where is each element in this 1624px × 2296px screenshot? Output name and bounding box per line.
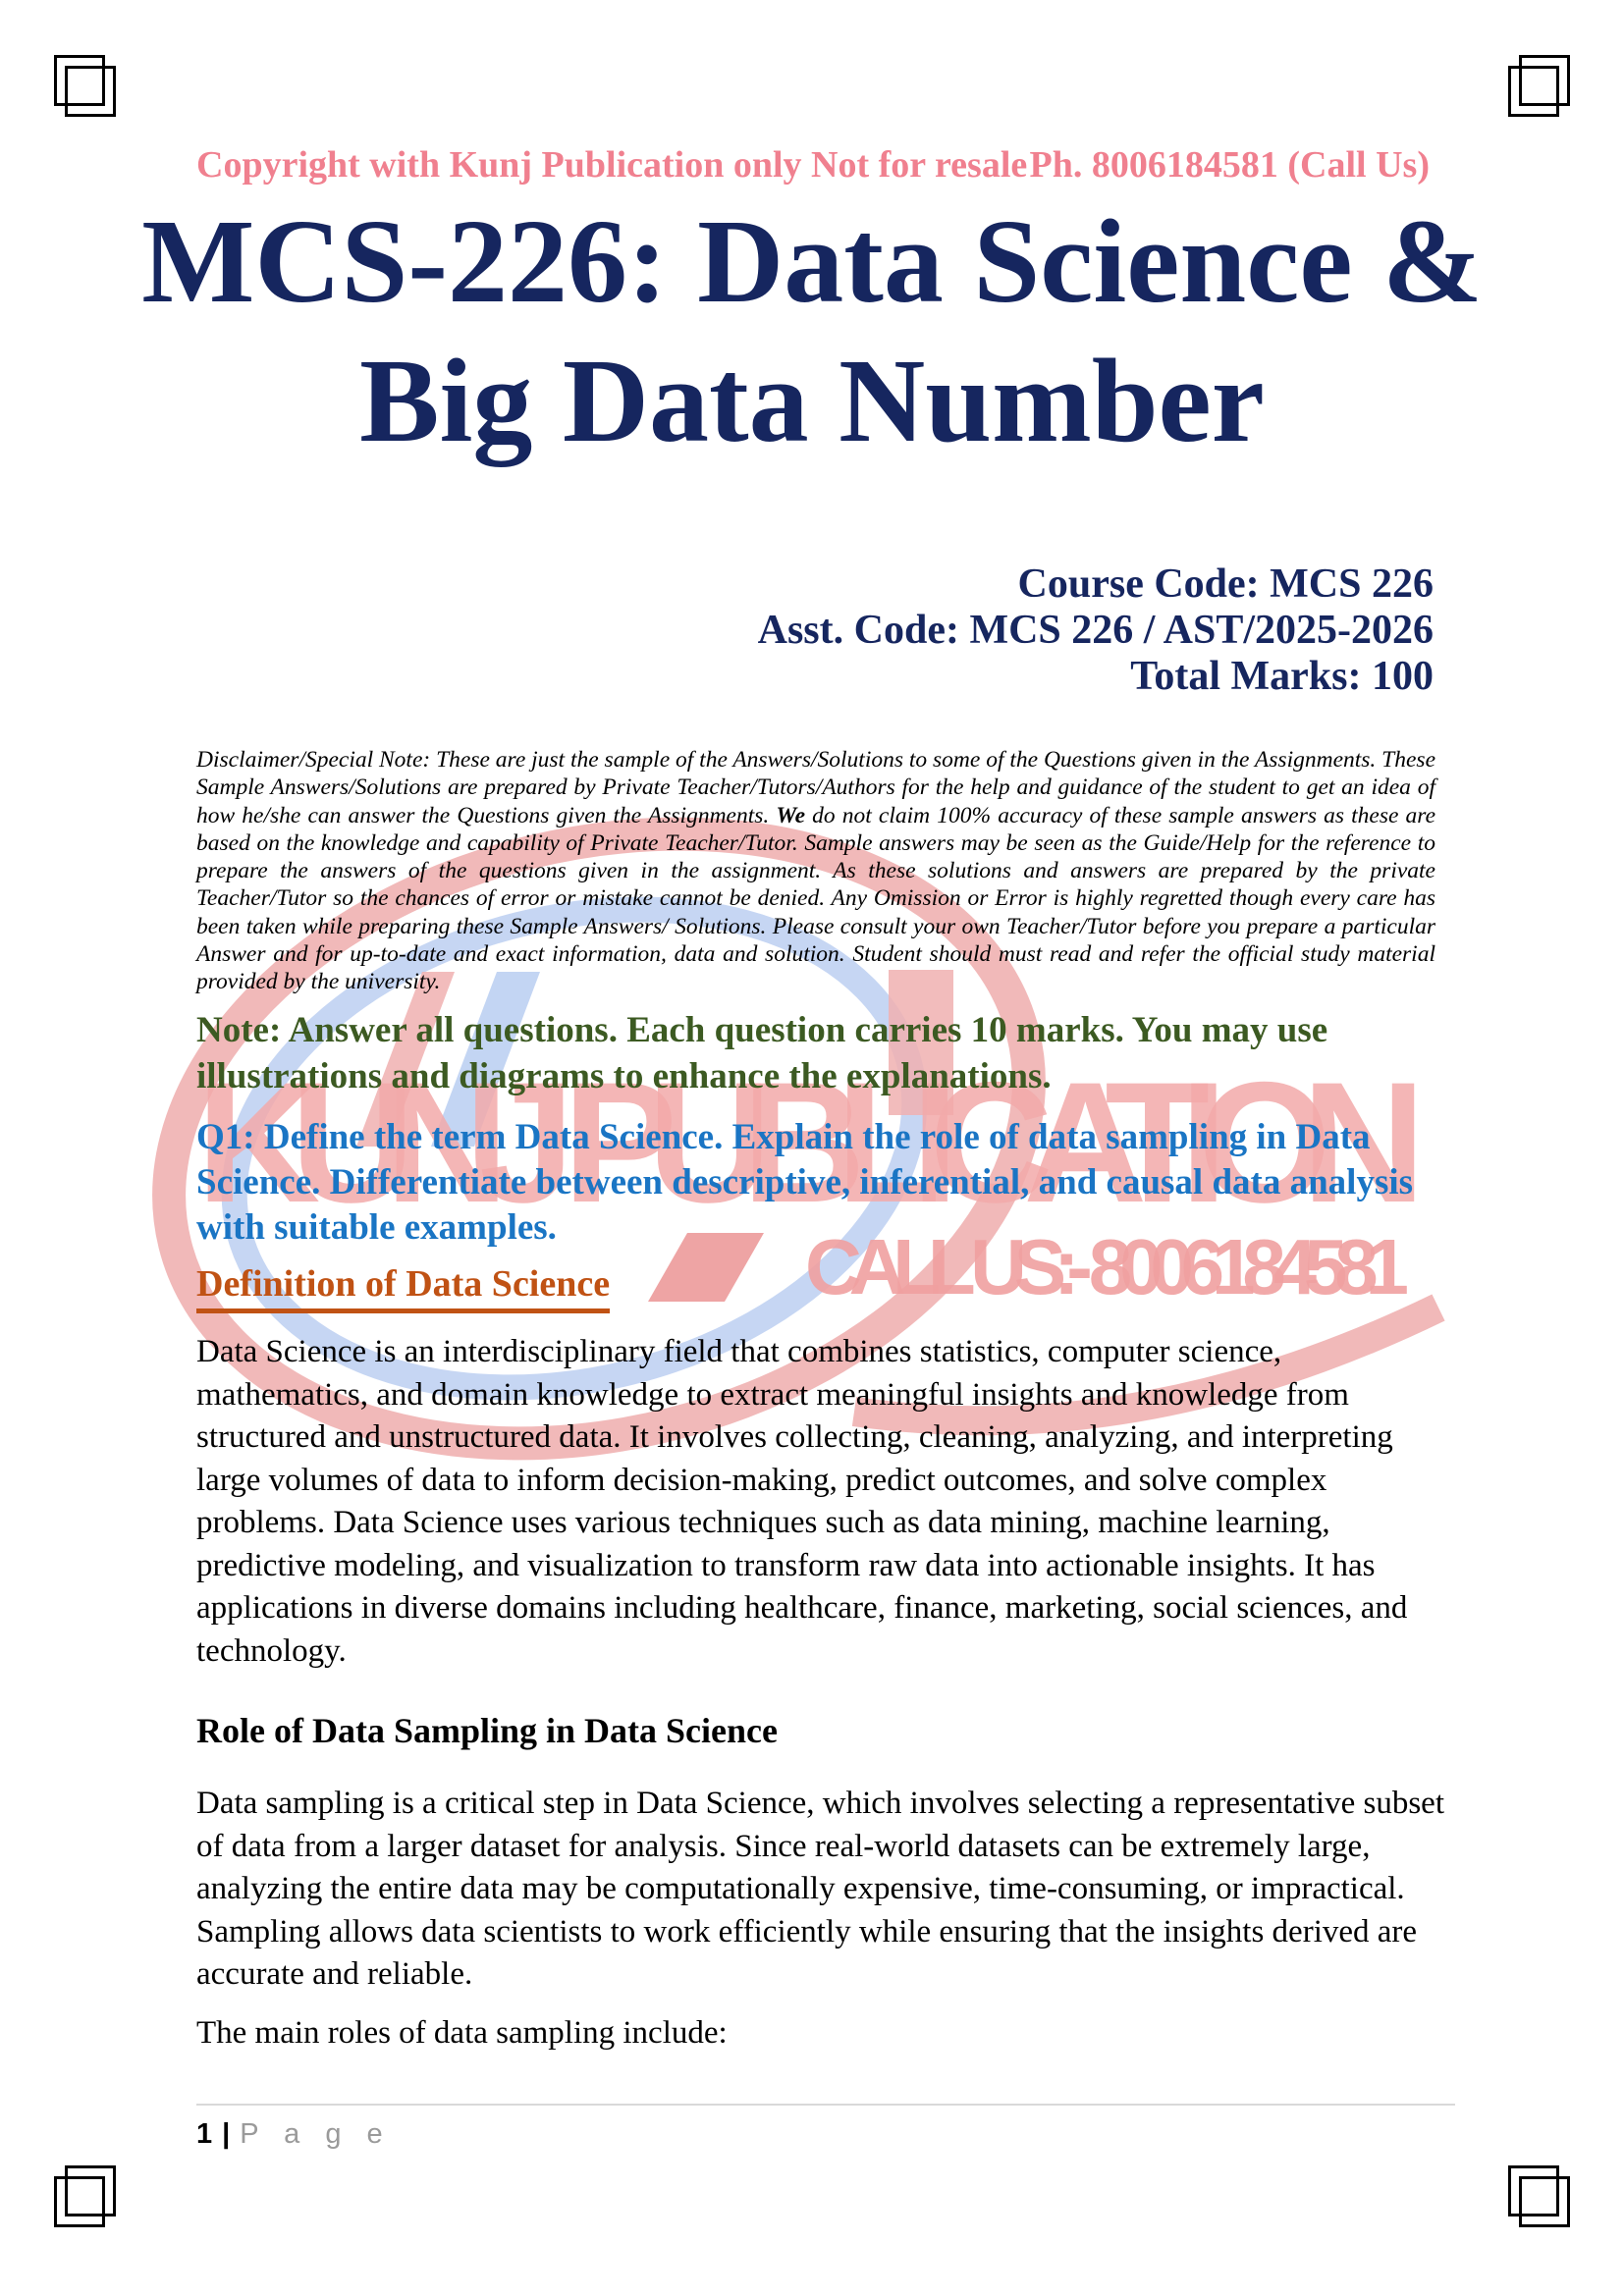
title-line-1: MCS-226: Data Science & [141,195,1483,328]
disclaimer-paragraph [196,746,1435,996]
footer-divider [196,2104,1455,2106]
course-info-block [196,561,1434,700]
copyright-text: Copyright with Kunj Publication only Not for resale [196,144,1028,186]
phone-text: Ph. 8006184581 (Call Us) [1029,144,1430,186]
note-paragraph: Note: Answer all questions. Each question carries 10 marks. You may use illustrations and diagrams to enhance the explanations. [196,1010,1328,1096]
role-heading: Role of Data Sampling in Data Science [196,1711,778,1750]
role-body-paragraph: Data sampling is a critical step in Data Science, which involves selecting a representative subset of data from a larger dataset for analysis. Since real-world datasets can be extremely large, analyzing the entire data may be computationally expensive, time-consuming, or impractical. Sampling allows data scientists to work efficiently while ensuring that the insights derived are accurate and reliable. [196,1786,1444,1992]
disclaimer-bold-we: We [776,802,806,828]
watermark-phone-text: CALL US:- 8006184581 [805,1223,1409,1310]
copyright-line [196,143,1430,187]
disclaimer-part2: do not claim 100% accuracy of these sample answers as these are based on the knowledge and capability of Private Teacher/Tutor. Sample answers may be seen as the Guide/Help for the reference to prepare the answers of the questions given in the assignment. As these solutions and answers are prepared by the private Teacher/Tutor so the chances of error or mistake cannot be denied. Any Omission or Error is highly regretted though every care has been taken while preparing these Sample Answers/ Solutions. Please consult your own Teacher/Tutor before you prepare a particular Answer and for up-to-date and exact information, data and solution. Student should must read and refer the official study material provided by the university. [196,802,1436,995]
page-title [118,192,1506,470]
page-footer [196,2118,392,2151]
watermark-brand-text: KUNJ PUBLICATION [196,1047,1426,1239]
question-1: Q1: Define the term Data Science. Explain the role of data sampling in Data Science. Differentiate between descriptive, inferential, and causal data analysis with suitable examples. [196,1117,1414,1248]
roles-intro-line: The main roles of data sampling include: [196,2015,728,2051]
assignment-code: Asst. Code: MCS 226 / AST/2025-2026 [757,608,1434,653]
disclaimer-part1: Disclaimer/Special Note: These are just the sample of the Answers/Solutions to some of the Questions given in the Assignments. These Sample Answers/Solutions are prepared by Private Teacher/Tutors/Authors for the help and guidance of the student to get an idea of how he/she can answer the Questions given the Assignments. [196,747,1435,828]
definition-heading [196,1262,610,1313]
footer-page-label: P a g e [240,2118,392,2150]
definition-heading-text: Definition of Data Science [196,1262,610,1313]
definition-body-paragraph: Data Science is an interdisciplinary field that combines statistics, computer science, mathematics, and domain knowledge to extract meaningful insights and knowledge from structured and unstructured data. It involves collecting, cleaning, analyzing, and interpreting large volumes of data to inform decision-making, predict outcomes, and solve complex problems. Data Science uses various techniques such as data mining, machine learning, predictive modeling, and visualization to transform raw data into actionable insights. It has applications in diverse domains including healthcare, finance, marketing, social sciences, and technology. [196,1334,1408,1669]
course-code: Course Code: MCS 226 [1017,561,1434,607]
page-number: 1 [196,2118,213,2150]
title-line-2: Big Data Number [359,334,1265,467]
footer-separator: | [222,2118,231,2150]
total-marks: Total Marks: 100 [1130,654,1434,699]
